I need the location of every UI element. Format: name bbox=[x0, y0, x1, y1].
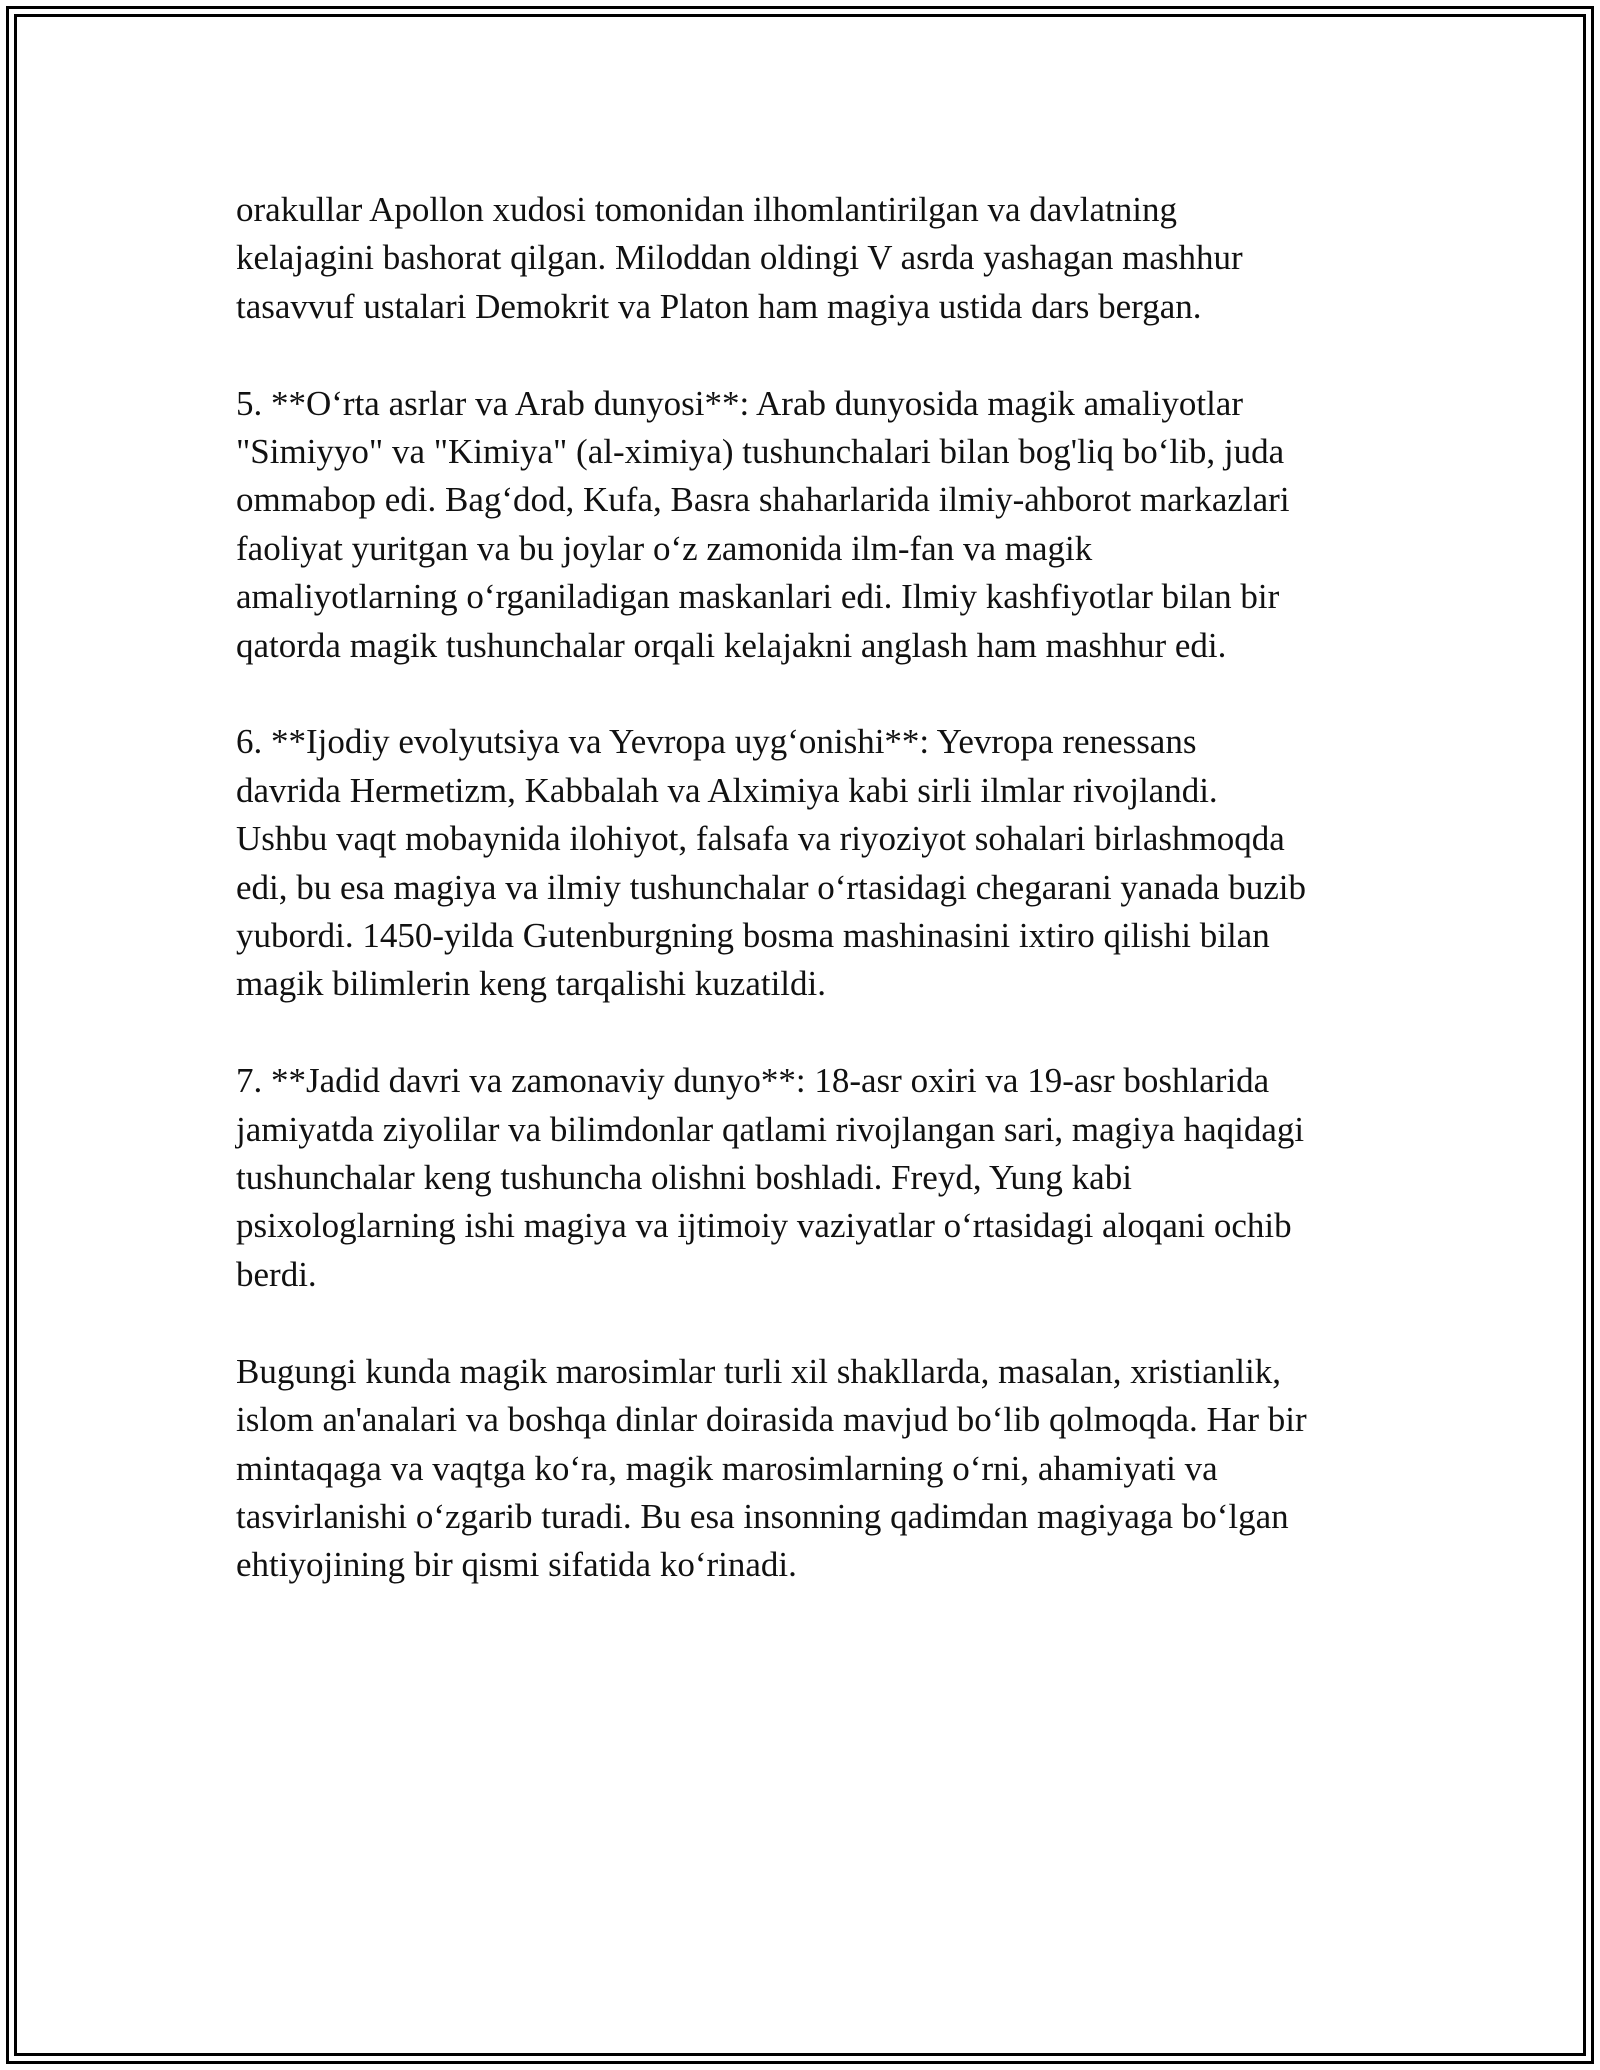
text-line: Ushbu vaqt mobaynida ilohiyot, falsafa va riyoziyot sohalari birlashmoqda bbox=[236, 819, 1285, 859]
paragraph-item-5 bbox=[236, 380, 1376, 670]
paragraph-conclusion bbox=[236, 1348, 1376, 1590]
text-line: qatorda magik tushunchalar orqali kelajakni anglash ham mashhur edi. bbox=[236, 625, 1227, 665]
text-line: tushunchalar keng tushuncha olishni boshladi. Freyd, Yung kabi bbox=[236, 1158, 1132, 1198]
text-line: 5. **O‘rta asrlar va Arab dunyosi**: Arab dunyosida magik amaliyotlar bbox=[236, 383, 1243, 423]
text-line: 7. **Jadid davri va zamonaviy dunyo**: 18-asr oxiri va 19-asr boshlarida bbox=[236, 1061, 1270, 1101]
document-body bbox=[236, 186, 1376, 1638]
text-line: "Simiyyo" va "Kimiya" (al-ximiya) tushunchalari bilan bog'liq bo‘lib, juda bbox=[236, 432, 1285, 472]
text-line: tasvirlanishi o‘zgarib turadi. Bu esa insonning qadimdan magiyaga bo‘lgan bbox=[236, 1496, 1289, 1536]
text-line: edi, bu esa magiya va ilmiy tushunchalar o‘rtasidagi chegarani yanada buzib bbox=[236, 867, 1307, 907]
text-line: berdi. bbox=[236, 1254, 317, 1294]
text-line: 6. **Ijodiy evolyutsiya va Yevropa uyg‘onishi**: Yevropa renessans bbox=[236, 722, 1197, 762]
text-line: psixologlarning ishi magiya va ijtimoiy vaziyatlar o‘rtasidagi aloqani ochib bbox=[236, 1206, 1292, 1246]
text-line: mintaqaga va vaqtga ko‘ra, magik marosimlarning o‘rni, ahamiyati va bbox=[236, 1448, 1218, 1488]
text-line: jamiyatda ziyolilar va bilimdonlar qatlami rivojlangan sari, magiya haqidagi bbox=[236, 1109, 1305, 1149]
text-line: tasavvuf ustalari Demokrit va Platon ham magiya ustida dars bergan. bbox=[236, 286, 1202, 326]
text-line: kelajagini bashorat qilgan. Miloddan oldingi V asrda yashagan mashhur bbox=[236, 238, 1243, 278]
text-line: faoliyat yuritgan va bu joylar o‘z zamonida ilm-fan va magik bbox=[236, 528, 1093, 568]
paragraph-oracles bbox=[236, 186, 1376, 331]
text-line: davrida Hermetizm, Kabbalah va Alximiya kabi sirli ilmlar rivojlandi. bbox=[236, 770, 1218, 810]
text-line: magik bilimlerin keng tarqalishi kuzatildi. bbox=[236, 964, 827, 1004]
paragraph-item-7 bbox=[236, 1057, 1376, 1299]
text-line: ommabop edi. Bag‘dod, Kufa, Basra shaharlarida ilmiy-ahborot markazlari bbox=[236, 480, 1290, 520]
text-line: amaliyotlarning o‘rganiladigan maskanlari edi. Ilmiy kashfiyotlar bilan bir bbox=[236, 577, 1280, 617]
paragraph-item-6 bbox=[236, 718, 1376, 1008]
text-line: islom an'analari va boshqa dinlar doirasida mavjud bo‘lib qolmoqda. Har bir bbox=[236, 1400, 1307, 1440]
text-line: ehtiyojining bir qismi sifatida ko‘rinadi. bbox=[236, 1545, 797, 1585]
text-line: orakullar Apollon xudosi tomonidan ilhomlantirilgan va davlatning bbox=[236, 190, 1177, 229]
text-line: yubordi. 1450-yilda Gutenburgning bosma mashinasini ixtiro qilishi bilan bbox=[236, 916, 1270, 956]
text-line: Bugungi kunda magik marosimlar turli xil shakllarda, masalan, xristianlik, bbox=[236, 1351, 1281, 1391]
